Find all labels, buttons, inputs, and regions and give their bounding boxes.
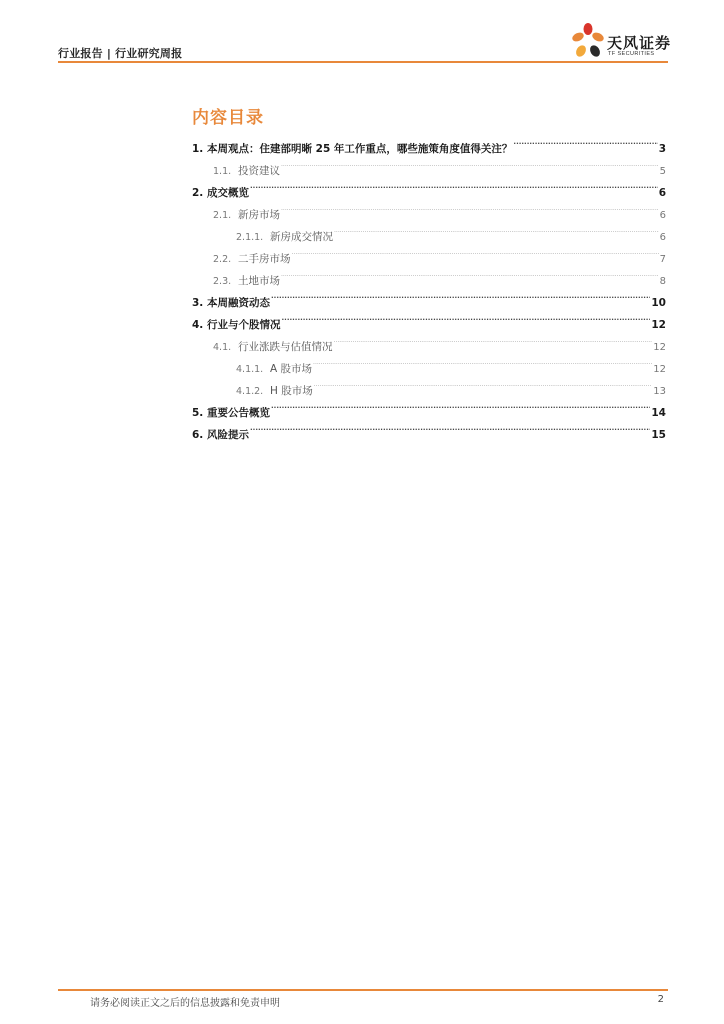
toc-leader-dots [250,416,650,438]
toc-entry-number: 4. [192,319,204,331]
toc-leader-dots [282,306,651,328]
logo-text-en: TF SECURITIES [608,51,655,57]
toc-entry[interactable] [192,174,666,199]
flower-logo-icon [570,22,606,60]
toc-leader-dots [313,350,652,372]
toc-entry-number: 2.2. [213,254,232,265]
toc-entry-page: 14 [651,407,666,419]
toc-entry[interactable] [192,416,666,441]
toc-entry-page: 5 [659,166,666,177]
toc-entry-page: 12 [651,319,666,331]
toc-entry-number: 5. [192,407,204,419]
toc-leader-dots [281,152,659,174]
report-type-label: 行业报告 | 行业研究周报 [58,47,183,60]
toc-leader-dots [281,262,659,284]
toc-entry-number: 2.3. [213,276,232,287]
toc-leader-dots [513,130,657,152]
toc-entry-page: 13 [653,386,666,397]
toc-leader-dots [281,196,659,218]
toc-leader-dots [314,372,653,394]
toc-entry-label: 重要公告概览 [207,407,270,419]
toc-leader-dots [334,328,653,350]
page-number: 2 [657,994,664,1005]
toc-entry-label: 行业与个股情况 [207,319,281,331]
footer-divider [58,989,668,991]
toc-entry-page: 6 [659,210,666,221]
toc-entry-label: 成交概览 [207,187,249,199]
toc-leader-dots [334,218,659,240]
header-divider [58,61,668,63]
toc-entry[interactable] [192,196,666,221]
toc-entry-label: 土地市场 [238,275,280,287]
disclaimer-note: 请务必阅读正文之后的信息披露和免责申明 [90,998,280,1009]
toc-entry-label: 本周观点：住建部明晰 25 年工作重点，哪些施策角度值得关注？ [207,143,513,155]
toc-entry-label: 投资建议 [238,165,280,177]
toc-entry-number: 4.1.1. [236,364,264,375]
toc-entry-page: 7 [659,254,666,265]
toc-entry-page: 3 [658,143,666,155]
toc-entry-label: 二手房市场 [238,253,291,265]
toc-entry-label: H 股市场 [270,385,313,397]
toc-entry-number: 2.1.1. [236,232,264,243]
toc-entry[interactable] [192,130,666,155]
toc-leader-dots [271,394,650,416]
toc-entry-label: 行业涨跌与估值情况 [238,341,333,353]
toc-entry-number: 6. [192,429,204,441]
toc-entry-number: 1.1. [213,166,232,177]
toc-entry-number: 4.1.2. [236,386,264,397]
table-of-contents [192,130,666,441]
toc-leader-dots [271,284,650,306]
company-logo [570,22,670,60]
toc-entry-page: 10 [651,297,666,309]
toc-leader-dots [250,174,658,196]
toc-entry-label: 新房市场 [238,209,280,221]
logo-text-cn: 天风证券 [607,34,672,52]
toc-entry-number: 1. [192,143,204,155]
toc-entry-label: 新房成交情况 [270,231,333,243]
toc-entry-label: 本周融资动态 [207,297,270,309]
toc-entry-page: 15 [651,429,666,441]
toc-leader-dots [292,240,659,262]
toc-entry-number: 2. [192,187,204,199]
toc-entry-page: 12 [653,364,666,375]
toc-entry-number: 2.1. [213,210,232,221]
toc-title: 内容目录 [192,108,264,128]
toc-entry-page: 6 [658,187,666,199]
toc-entry-number: 3. [192,297,204,309]
toc-entry-page: 12 [653,342,666,353]
toc-entry-label: 风险提示 [207,429,249,441]
toc-entry-page: 8 [659,276,666,287]
page-header [58,22,672,62]
toc-entry-page: 6 [659,232,666,243]
toc-entry-number: 4.1. [213,342,232,353]
toc-entry-label: A 股市场 [270,363,313,375]
